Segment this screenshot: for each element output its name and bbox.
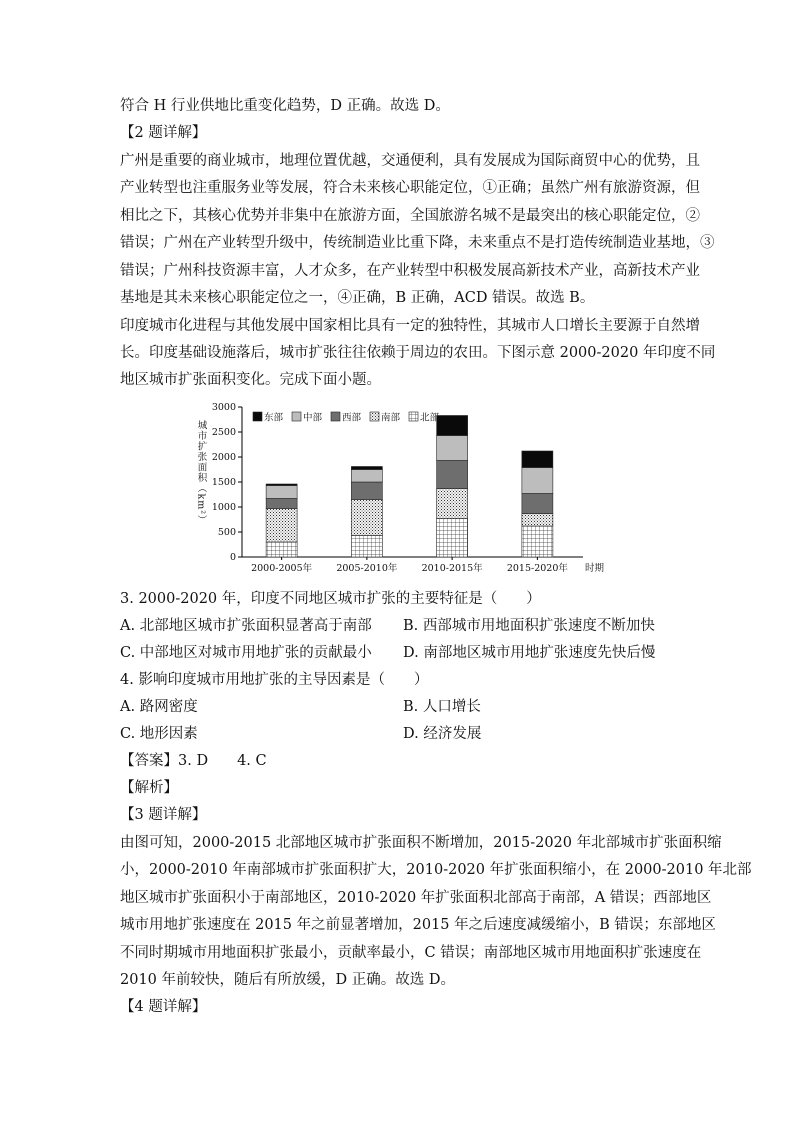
text-line: 由图可知，2000-2015 北部地区城市扩张面积不断增加，2015-2020 年北部城市扩张面积缩: [120, 835, 722, 851]
legend-label: 北部: [420, 412, 440, 424]
text-line: 不同时期城市用地面积扩张最小，贡献率最小，C 错误；南部地区城市用地面积扩张速度在: [120, 945, 702, 961]
bar-segment-东部: [266, 484, 297, 486]
y-axis-label: 城市扩张面积（km²）: [195, 420, 207, 526]
legend-swatch: [331, 412, 340, 421]
q3-option-d[interactable]: D. 南部地区城市用地扩张速度先快后慢: [403, 645, 656, 661]
text-line: 广州是重要的商业城市，地理位置优越，交通便利，具有发展成为国际商贸中心的优势，且: [120, 153, 700, 169]
legend-label: 西部: [342, 412, 362, 424]
bar-segment-南部: [266, 509, 297, 543]
bar-segment-南部: [351, 500, 382, 536]
bar-segment-中部: [351, 470, 382, 483]
bar-segment-中部: [522, 468, 553, 494]
text-line: 产业转型也注重服务业等发展，符合未来核心职能定位，①正确；虽然广州有旅游资源，但: [120, 180, 700, 196]
q4-option-a[interactable]: A. 路网密度: [120, 699, 198, 715]
bar-segment-北部: [351, 536, 382, 558]
q4-stem: 4. 影响印度城市用地扩张的主导因素是（ ）: [120, 672, 429, 688]
text-line: 地区城市扩张面积变化。完成下面小题。: [120, 372, 381, 388]
bar-segment-西部: [351, 482, 382, 500]
y-tick-label: 1000: [211, 502, 236, 513]
text-line: 基地是其未来核心职能定位之一，④正确，B 正确，ACD 错误。故选 B。: [120, 290, 595, 306]
x-tick-label: 2000-2005年: [251, 563, 313, 574]
text-line: 地区城市扩张面积小于南部地区，2010-2020 年扩张面积北部高于南部，A 错误；西部地区: [120, 890, 712, 906]
q4-option-b[interactable]: B. 人口增长: [403, 699, 481, 715]
legend-label: 中部: [303, 412, 323, 424]
bar-segment-西部: [266, 499, 297, 509]
section-heading-q4: 【4 题详解】: [120, 999, 207, 1015]
stacked-bar-chart: [195, 398, 605, 580]
legend-label: 东部: [264, 412, 284, 424]
y-tick-label: 2000: [211, 452, 236, 463]
y-tick-label: 500: [217, 527, 236, 538]
text-line: 相比之下，其核心优势并非集中在旅游方面，全国旅游名城不是最突出的核心职能定位，②: [120, 208, 700, 224]
legend-label: 南部: [381, 412, 401, 424]
text-line: 2010 年前较快，随后有所放缓，D 正确。故选 D。: [120, 972, 455, 988]
q4-option-c[interactable]: C. 地形因素: [120, 726, 198, 742]
answer-line: 【答案】3. D 4. C: [120, 753, 267, 769]
bar-segment-东部: [522, 451, 553, 468]
bar-segment-东部: [351, 467, 382, 470]
text-line: 错误；广州科技资源丰富，人才众多，在产业转型中积极发展高新技术产业，高新技术产业: [120, 263, 700, 279]
legend-swatch: [409, 412, 418, 421]
text-line: 错误；广州在产业转型升级中，传统制造业比重下降，未来重点不是打造传统制造业基地，③: [120, 235, 715, 251]
x-tick-label: 2010-2015年: [421, 563, 483, 574]
bar-segment-南部: [522, 514, 553, 527]
x-tick-label: 2005-2010年: [336, 563, 398, 574]
q3-stem: 3. 2000-2020 年，印度不同地区城市扩张的主要特征是（ ）: [120, 591, 541, 607]
bar-segment-北部: [522, 526, 553, 557]
bar-segment-北部: [266, 542, 297, 557]
section-heading-q2: 【2 题详解】: [120, 125, 207, 141]
bar-segment-东部: [437, 416, 468, 436]
bar-segment-北部: [437, 519, 468, 558]
q4-option-d[interactable]: D. 经济发展: [403, 726, 482, 742]
q3-option-a[interactable]: A. 北部地区城市扩张面积显著高于南部: [120, 618, 372, 634]
x-axis-label: 时期: [585, 563, 605, 574]
x-tick-label: 2015-2020年: [506, 563, 568, 574]
bar-segment-西部: [437, 461, 468, 489]
bar-segment-南部: [437, 489, 468, 519]
text-line: 小，2000-2010 年南部城市扩张面积扩大，2010-2020 年扩张面积缩小，在 2000-2010 年北部: [120, 862, 752, 878]
bar-segment-西部: [522, 494, 553, 514]
text-line: 符合 H 行业供地比重变化趋势，D 正确。故选 D。: [120, 98, 450, 114]
legend-swatch: [370, 412, 379, 421]
section-heading-q3: 【3 题详解】: [120, 807, 207, 823]
y-tick-label: 0: [229, 552, 236, 563]
y-tick-label: 1500: [211, 477, 236, 488]
text-line: 印度城市化进程与其他发展中国家相比具有一定的独特性，其城市人口增长主要源于自然增: [120, 318, 700, 334]
y-tick-label: 2500: [211, 427, 236, 438]
text-line: 城市用地扩张速度在 2015 年之前显著增加，2015 年之后速度减缓缩小，B 错误；东部地区: [120, 917, 716, 933]
bar-segment-中部: [266, 486, 297, 499]
text-line: 长。印度基础设施落后，城市扩张往往依赖于周边的农田。下图示意 2000-2020 年印度不同: [120, 345, 716, 361]
analysis-heading: 【解析】: [120, 780, 178, 796]
legend-swatch: [292, 412, 301, 421]
q3-option-b[interactable]: B. 西部城市用地面积扩张速度不断加快: [403, 618, 655, 634]
bar-segment-中部: [437, 436, 468, 461]
legend-swatch: [253, 412, 262, 421]
q3-option-c[interactable]: C. 中部地区对城市用地扩张的贡献最小: [120, 645, 372, 661]
y-tick-label: 3000: [211, 402, 236, 413]
